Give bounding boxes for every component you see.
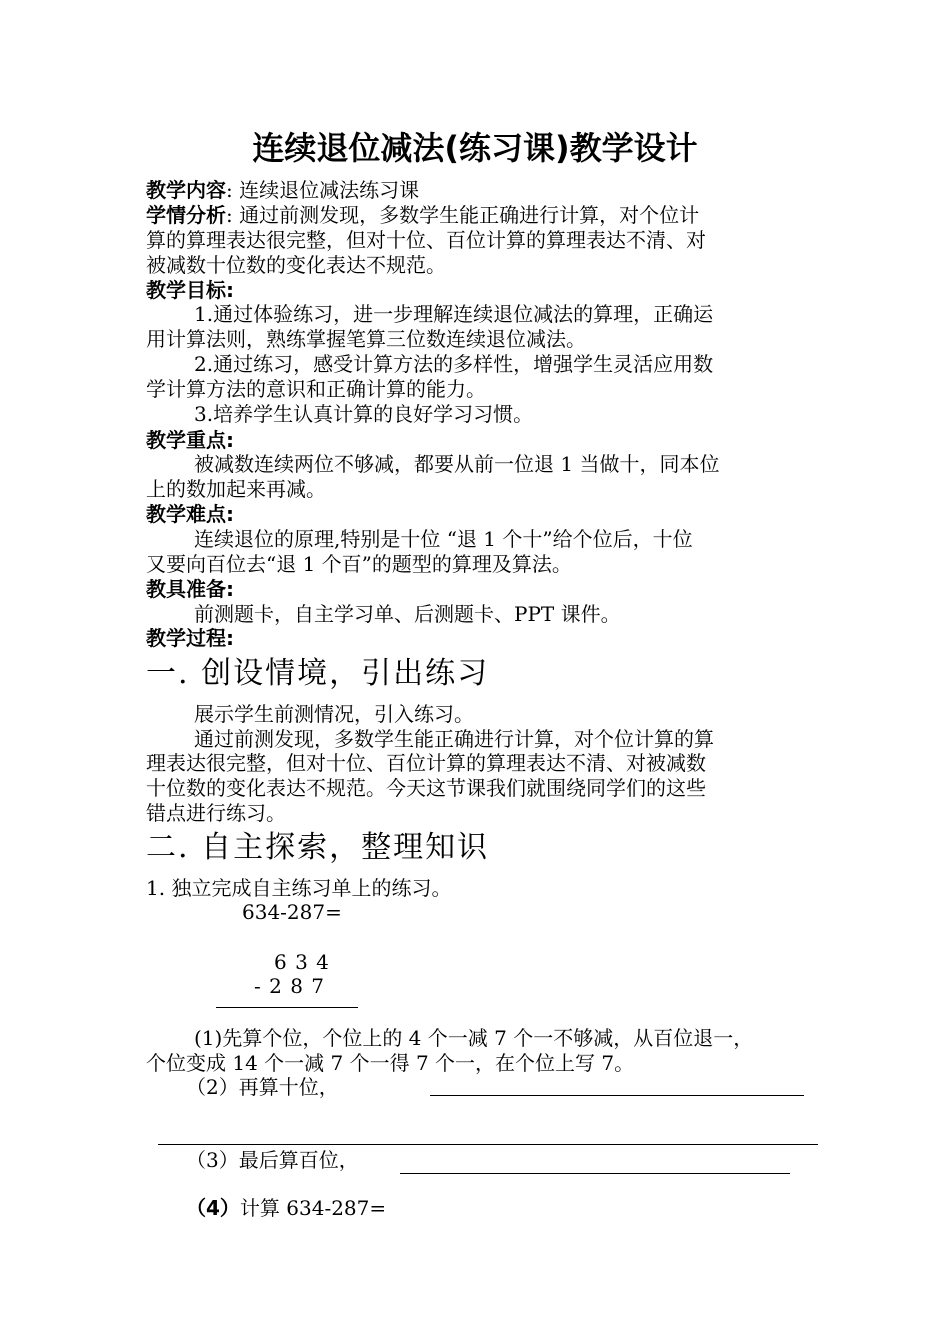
section1-line: 十位数的变化表达不规范。今天这节课我们就围绕同学们的这些	[146, 776, 706, 800]
analysis-sep: :	[226, 203, 233, 227]
document-title: 连续退位减法(练习课)教学设计	[252, 129, 698, 167]
exercise-item: 1. 独立完成自主练习单上的练习。	[146, 876, 452, 900]
answer-blank	[158, 1144, 818, 1145]
process-label: 教学过程:	[146, 626, 234, 650]
answer-blank	[400, 1173, 790, 1174]
tools-text: 前测题卡，自主学习单、后测题卡、PPT 课件。	[194, 602, 621, 626]
key-line: 被减数连续两位不够减，都要从前一位退 1 当做十，同本位	[194, 452, 720, 476]
content-sep: :	[226, 178, 233, 202]
expression: 634-287=	[242, 900, 342, 924]
section1-line: 错点进行练习。	[146, 801, 286, 825]
analysis-line: 通过前测发现，多数学生能正确进行计算，对个位计	[239, 203, 700, 227]
difficulty-label: 教学难点:	[146, 502, 234, 526]
vertical-rule	[216, 1007, 358, 1008]
goals-line: 2.通过练习，感受计算方法的多样性，增强学生灵活应用数	[194, 352, 714, 376]
content-row	[146, 178, 419, 202]
step-compute	[186, 1196, 386, 1220]
section1-line: 通过前测发现，多数学生能正确进行计算，对个位计算的算	[194, 727, 714, 751]
content-text: 连续退位减法练习课	[239, 178, 420, 202]
answer-blank	[430, 1095, 804, 1096]
step-hundreds: （3）最后算百位，	[186, 1148, 359, 1172]
step-compute-text: 计算 634-287=	[239, 1196, 387, 1220]
step-line: 个位变成 14 个一减 7 个一得 7 个一，在个位上写 7。	[146, 1051, 635, 1075]
difficulty-line: 连续退位的原理,特别是十位 “退 1 个十”给个位后，十位	[194, 527, 693, 551]
goals-line: 1.通过体验练习，进一步理解连续退位减法的算理，正确运	[194, 302, 714, 326]
step-compute-label: （4）	[186, 1196, 240, 1220]
section1-line: 理表达很完整，但对十位、百位计算的算理表达不清、对被减数	[146, 751, 706, 775]
analysis-line: 被减数十位数的变化表达不规范。	[146, 253, 446, 277]
key-label: 教学重点:	[146, 428, 234, 452]
analysis-line: 算的算理表达很完整，但对十位、百位计算的算理表达不清、对	[146, 228, 706, 252]
tools-label: 教具准备:	[146, 577, 234, 601]
goals-label: 教学目标:	[146, 278, 234, 302]
goals-line: 学计算方法的意识和正确计算的能力。	[146, 377, 486, 401]
vertical-subtrahend: - 2 8 7	[254, 974, 326, 998]
analysis-label: 学情分析	[146, 203, 226, 227]
key-line: 上的数加起来再减。	[146, 477, 326, 501]
step-line: (1)先算个位，个位上的 4 个一减 7 个一不够减，从百位退一，	[194, 1026, 754, 1050]
section1-line: 展示学生前测情况，引入练习。	[194, 702, 474, 726]
section-heading: 一. 创设情境，引出练习	[146, 656, 490, 691]
difficulty-line: 又要向百位去“退 1 个百”的题型的算理及算法。	[146, 552, 572, 576]
analysis-row	[146, 203, 699, 227]
content-label: 教学内容	[146, 178, 226, 202]
section-heading: 二. 自主探索，整理知识	[146, 830, 490, 865]
vertical-minuend: 6 3 4	[274, 950, 330, 974]
goals-line: 用计算法则，熟练掌握笔算三位数连续退位减法。	[146, 327, 586, 351]
goals-line: 3.培养学生认真计算的良好学习习惯。	[194, 402, 534, 426]
step-tens: （2）再算十位，	[186, 1075, 339, 1099]
